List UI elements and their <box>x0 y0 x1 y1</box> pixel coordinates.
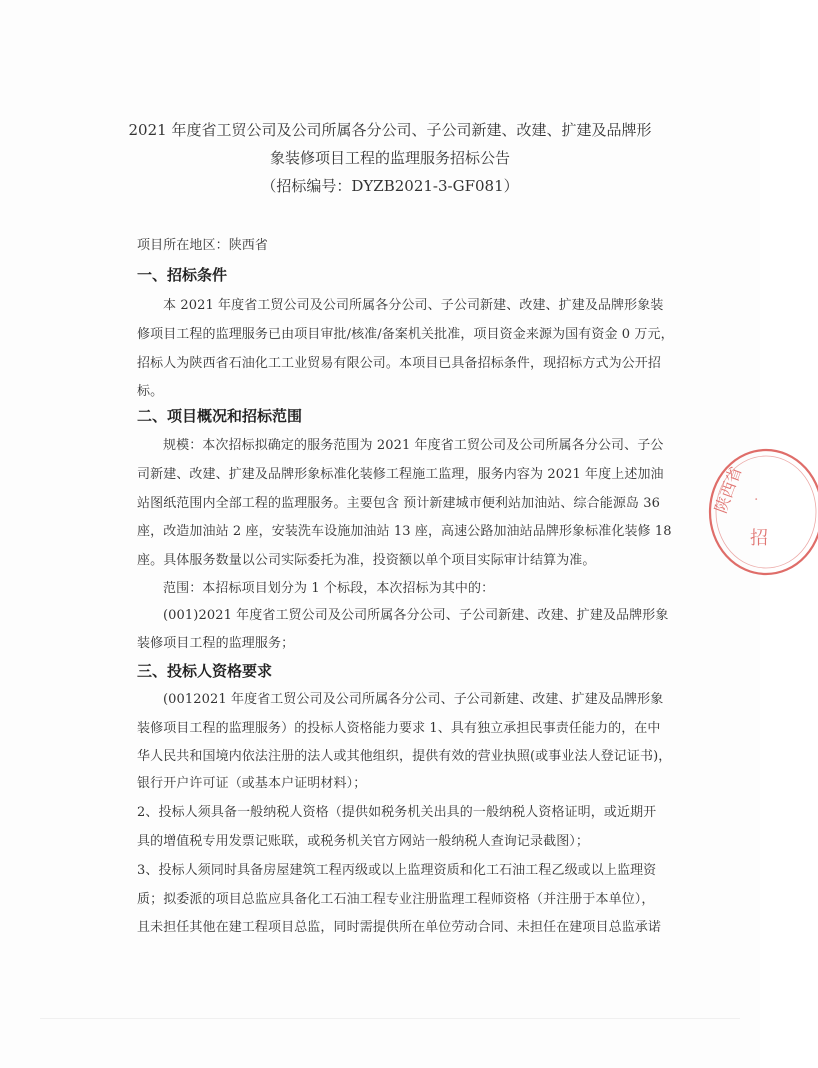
s2-line: 司新建、改建、扩建及品牌形象标准化装修工程施工监理，服务内容为 2021 年度上述加油 <box>137 467 664 482</box>
s2-line: 座。具体服务数量以公司实际委托为准，投资额以单个项目实际审计结算为准。 <box>137 553 596 568</box>
s3-line: 银行开户许可证（或基本户证明材料）； <box>137 776 367 791</box>
title-line-2: 象装修项目工程的监理服务招标公告 <box>269 149 510 167</box>
s3-line: 且未担任其他在建工程项目总监，同时需提供所在单位劳动合同、未担任在建项目总监承诺 <box>137 920 662 935</box>
s2-line: 座，改造加油站 2 座，安装洗车设施加油站 13 座，高速公路加油站品牌形象标准化装修 18 <box>137 524 672 539</box>
s1-line: 修项目工程的监理服务已由项目审批/核准/备案机关批准，项目资金来源为国有资金 0 万元， <box>137 327 674 342</box>
section-heading-2: 二、项目概况和招标范围 <box>137 407 303 425</box>
s2-line: 站图纸范围内全部工程的监理服务。主要包含 预计新建城市便利站加油站、综合能源岛 36 <box>137 496 661 511</box>
page-bottom-rule <box>40 1018 740 1019</box>
project-region: 项目所在地区：陕西省 <box>137 238 269 253</box>
s1-line: 招标人为陕西省石油化工工业贸易有限公司。本项目已具备招标条件，现招标方式为公开招 <box>137 356 662 371</box>
s1-line: 本 2021 年度省工贸公司及公司所属各分公司、子公司新建、改建、扩建及品牌形象装 <box>163 298 664 313</box>
s2-line: 规模：本次招标拟确定的服务范围为 2021 年度省工贸公司及公司所属各分公司、子公 <box>163 438 664 453</box>
svg-text:陕西省: 陕西省 <box>711 463 746 516</box>
s3-line: 华人民共和国境内依法注册的法人或其他组织，提供有效的营业执照(或事业法人登记证书)， <box>137 749 672 764</box>
s1-line: 标。 <box>137 384 164 399</box>
company-seal-stamp <box>708 446 818 578</box>
svg-text:·: · <box>754 492 759 508</box>
s2-line: (001)2021 年度省工贸公司及公司所属各分公司、子公司新建、改建、扩建及品牌形象 <box>163 608 669 623</box>
tender-number: （招标编号：DYZB2021-3-GF081） <box>261 177 519 195</box>
s2-line: 装修项目工程的监理服务； <box>137 636 295 651</box>
section-heading-1: 一、招标条件 <box>137 266 228 284</box>
section-heading-3: 三、投标人资格要求 <box>137 662 273 680</box>
title-line-1: 2021 年度省工贸公司及公司所属各分公司、子公司新建、改建、扩建及品牌形 <box>128 121 652 139</box>
s3-line: 装修项目工程的监理服务）的投标人资格能力要求 1、具有独立承担民事责任能力的，在中 <box>137 721 661 736</box>
s3-line: 2、投标人须具备一般纳税人资格（提供如税务机关出具的一般纳税人资格证明，或近期开 <box>137 805 657 820</box>
svg-text:招: 招 <box>750 528 768 549</box>
s3-line: 具的增值税专用发票记账联，或税务机关官方网站一般纳税人查询记录截图）； <box>137 834 590 849</box>
s2-line: 范围：本招标项目划分为 1 个标段，本次招标为其中的： <box>163 581 495 596</box>
s3-line: (0012021 年度省工贸公司及公司所属各分公司、子公司新建、改建、扩建及品牌形象 <box>163 692 664 707</box>
s3-line: 质；拟委派的项目总监应具备化工石油工程专业注册监理工程师资格（并注册于本单位）， <box>137 892 655 907</box>
s3-line: 3、投标人须同时具备房屋建筑工程丙级或以上监理资质和化工石油工程乙级或以上监理资 <box>137 863 657 878</box>
